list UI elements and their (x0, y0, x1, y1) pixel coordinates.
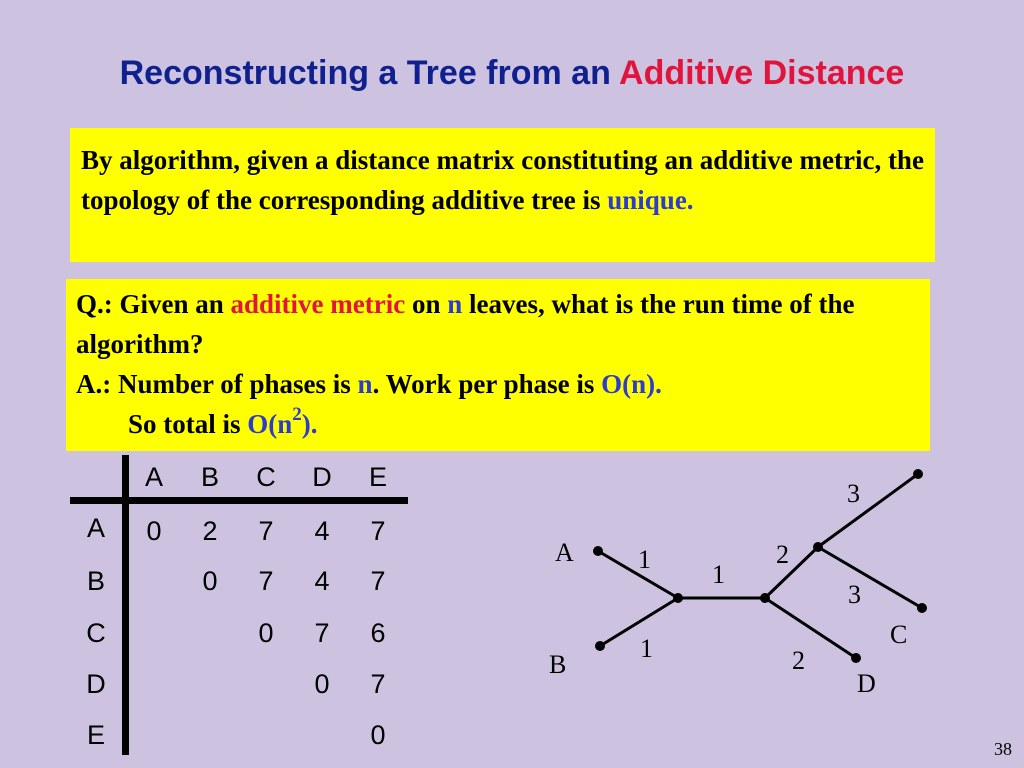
total-text (76, 404, 920, 444)
leaf-label-d: D (857, 669, 876, 698)
leaf-node-e (913, 469, 923, 479)
leaf-label-c: C (890, 620, 908, 649)
row-header: E (86, 720, 105, 750)
total-exponent: 2 (292, 404, 302, 425)
question-text (76, 284, 920, 364)
edge-weight-b: 1 (640, 634, 653, 663)
leaf-node-d (851, 653, 861, 663)
matrix-cell: 7 (314, 618, 330, 648)
row-header: B (86, 566, 105, 596)
distance-matrix (70, 455, 410, 755)
edge-top (818, 474, 918, 547)
matrix-cell: 7 (370, 669, 386, 699)
qa-box (66, 279, 930, 451)
edge-weight-c: 3 (848, 580, 861, 609)
row-header: C (86, 618, 106, 648)
additive-tree-diagram (540, 455, 960, 715)
leaf-node-c (917, 603, 927, 613)
col-header: A (144, 462, 163, 492)
leaf-label-b: B (549, 650, 567, 679)
theorem-highlight: unique. (607, 185, 694, 215)
edge-b (600, 598, 678, 646)
total-complexity (247, 404, 318, 439)
matrix-cell: 7 (258, 516, 274, 546)
row-header: D (86, 669, 106, 699)
col-header: B (200, 462, 219, 492)
slide-title (0, 54, 1024, 93)
matrix-cell: 0 (314, 669, 330, 699)
page-number: 38 (994, 739, 1012, 759)
matrix-horizontal-rule (70, 497, 408, 504)
total-o: O(n (247, 409, 293, 439)
answer-n: n (357, 369, 373, 399)
question-rest: leaves, what is the run time of the algorithm? (76, 289, 855, 359)
edge-weight-inner: 2 (776, 540, 789, 569)
edge-weight-middle: 1 (712, 560, 725, 589)
theorem-text: By algorithm, given a distance matrix constituting an additive metric, the topology of the corresponding additive tree is (81, 145, 924, 215)
answer-prefix: A.: Number of phases is (76, 369, 358, 399)
matrix-cell: 0 (202, 566, 218, 596)
matrix-cell: 6 (370, 618, 386, 648)
edge-d (765, 598, 856, 658)
matrix-cell: 4 (314, 566, 330, 596)
col-header: E (368, 462, 387, 492)
col-header: C (256, 462, 276, 492)
matrix-cell: 7 (370, 516, 386, 546)
title-highlight: Additive Distance (619, 54, 905, 92)
internal-node (673, 593, 683, 603)
internal-node (813, 542, 823, 552)
total-close: ). (301, 409, 318, 439)
question-n: n (447, 289, 463, 319)
total-prefix: So total is (128, 409, 248, 439)
question-term: additive metric (230, 289, 406, 319)
edge-inner (765, 547, 818, 598)
answer-mid: . Work per phase is (372, 369, 602, 399)
edge-weight-top: 3 (847, 479, 860, 508)
leaf-node-a (593, 546, 603, 556)
matrix-cell: 0 (258, 618, 274, 648)
leaf-label-a: A (555, 538, 574, 567)
matrix-cell: 7 (258, 566, 274, 596)
answer-complexity: O(n). (601, 369, 662, 399)
matrix-cell: 7 (370, 566, 386, 596)
matrix-cell: 0 (370, 720, 386, 750)
edge-weight-a: 1 (638, 545, 651, 574)
title-main: Reconstructing a Tree from an (119, 54, 620, 92)
col-header: D (312, 462, 332, 492)
answer-text (76, 364, 920, 404)
matrix-cell: 4 (314, 516, 330, 546)
matrix-cell: 0 (146, 516, 162, 546)
edge-c (818, 547, 922, 608)
question-prefix: Q.: Given an (76, 289, 231, 319)
edge-weight-d: 2 (792, 646, 805, 675)
internal-node (760, 593, 770, 603)
question-on: on (405, 289, 448, 319)
row-header: A (86, 513, 105, 543)
theorem-box (70, 128, 935, 262)
leaf-node-b (595, 641, 605, 651)
matrix-cell: 2 (202, 516, 218, 546)
